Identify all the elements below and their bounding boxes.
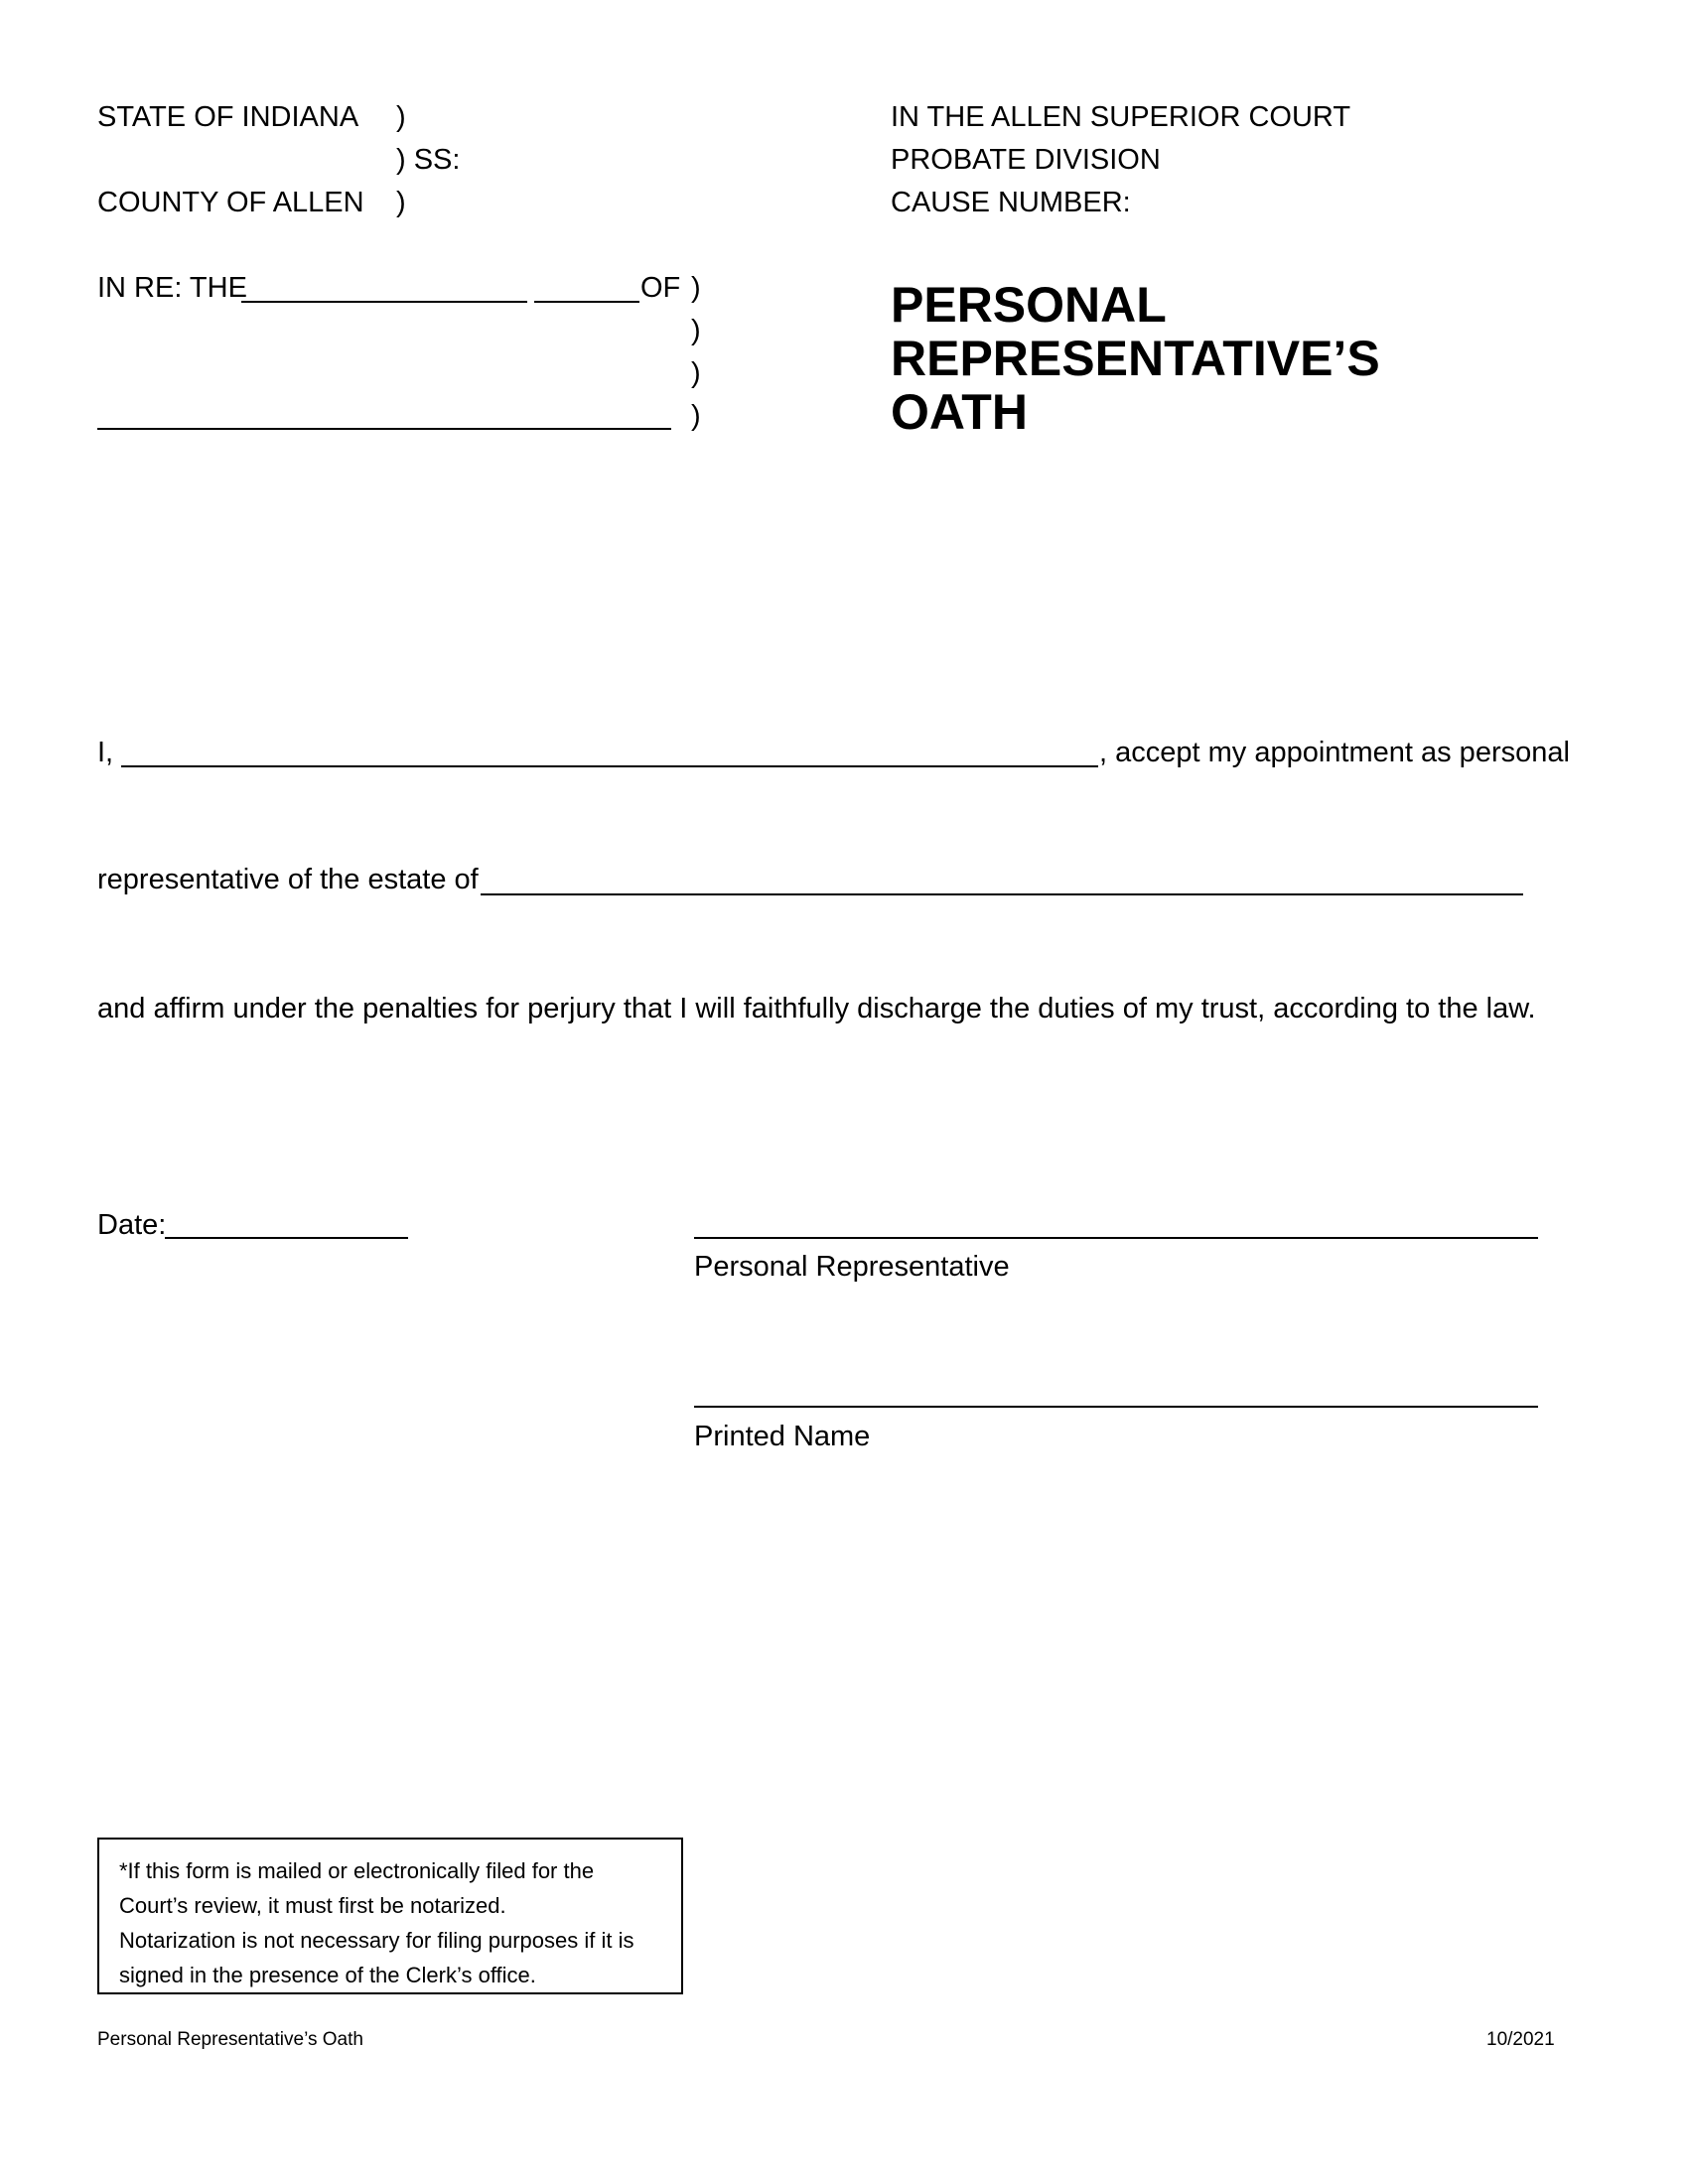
estate-name-field[interactable]	[481, 893, 1523, 895]
estate-type-field[interactable]	[241, 301, 527, 303]
court-name: IN THE ALLEN SUPERIOR COURT	[891, 101, 1351, 133]
date-label: Date:	[97, 1209, 167, 1241]
document-title	[891, 278, 1380, 439]
representative-name-field[interactable]	[121, 765, 1098, 767]
printed-name-label: Printed Name	[694, 1421, 871, 1452]
cause-number-label: CAUSE NUMBER:	[891, 187, 1131, 218]
in-re-label: IN RE: THE	[97, 272, 247, 304]
accept-text: , accept my appointment as personal	[1099, 737, 1570, 768]
decedent-name-field[interactable]	[97, 428, 671, 430]
notice-line: Notarization is not necessary for filing purposes if it is	[119, 1928, 634, 1953]
state-label: STATE OF INDIANA	[97, 101, 359, 133]
of-label: OF	[640, 272, 681, 304]
estate-of-text: representative of the estate of	[97, 864, 479, 895]
caption-paren: )	[691, 400, 701, 432]
notarization-notice	[97, 1838, 683, 1994]
footer-form-name: Personal Representative’s Oath	[97, 2029, 363, 2050]
signature-line[interactable]	[694, 1237, 1538, 1239]
footer-version: 10/2021	[1486, 2029, 1555, 2050]
caption-paren: )	[691, 272, 701, 304]
division-name: PROBATE DIVISION	[891, 144, 1161, 176]
personal-representative-label: Personal Representative	[694, 1251, 1010, 1283]
caption-paren: )	[691, 357, 701, 389]
title-line-3: OATH	[891, 384, 1028, 440]
caption-paren: )	[396, 187, 406, 218]
notice-line: *If this form is mailed or electronically filed for the	[119, 1858, 595, 1883]
notice-line: signed in the presence of the Clerk’s office.	[119, 1963, 536, 1987]
date-field[interactable]	[165, 1237, 408, 1239]
caption-paren: )	[691, 315, 701, 346]
printed-name-line[interactable]	[694, 1406, 1538, 1408]
estate-type-field-2[interactable]	[534, 301, 639, 303]
notice-line: Court’s review, it must first be notarized.	[119, 1893, 506, 1918]
title-line-2: REPRESENTATIVE’S	[891, 331, 1380, 386]
caption-paren: )	[396, 101, 406, 133]
i-prefix: I,	[97, 737, 114, 768]
affirmation-text: and affirm under the penalties for perjury that I will faithfully discharge the duties of my trust, according to the law.	[97, 993, 1536, 1024]
county-label: COUNTY OF ALLEN	[97, 187, 364, 218]
ss-label: ) SS:	[396, 144, 461, 176]
title-line-1: PERSONAL	[891, 277, 1167, 333]
